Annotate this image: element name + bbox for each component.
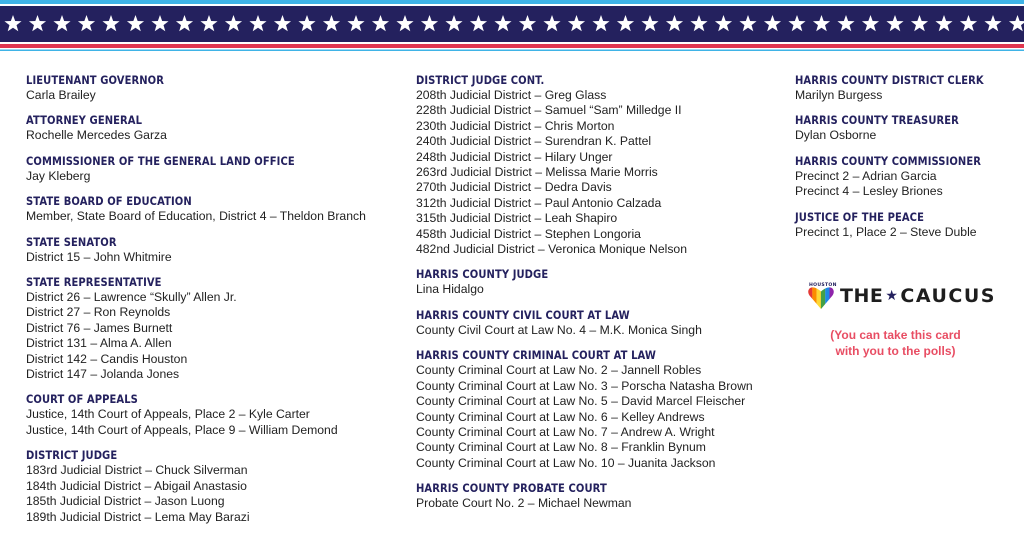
candidate-entry: 230th Judicial District – Chris Morton [416, 118, 615, 133]
race-heading: HARRIS COUNTY CRIMINAL COURT AT LAW [416, 348, 656, 363]
race-section [795, 72, 1015, 103]
logo-caucus-text: CAUCUS [900, 285, 996, 307]
candidate-entry: 189th Judicial District – Lema May Barazi [26, 509, 250, 524]
race-section [26, 72, 411, 103]
the-caucus-logo [808, 282, 996, 310]
candidate-entry: 185th Judicial District – Jason Luong [26, 494, 225, 509]
candidate-entry: District 142 – Candis Houston [26, 351, 188, 366]
candidate-entry: Justice, 14th Court of Appeals, Place 9 – William Demond [26, 422, 338, 437]
candidate-entry: County Criminal Court at Law No. 3 – Porscha Natasha Brown [416, 378, 753, 393]
race-section [26, 447, 411, 525]
race-section [26, 153, 411, 184]
race-section [416, 480, 788, 511]
candidate-entry: County Civil Court at Law No. 4 – M.K. Monica Singh [416, 322, 702, 337]
candidate-entry: Jay Kleberg [26, 168, 91, 183]
candidate-entry: 208th Judicial District – Greg Glass [416, 88, 607, 102]
race-section [26, 274, 411, 382]
race-section [26, 112, 411, 143]
race-heading: ATTORNEY GENERAL [26, 113, 143, 128]
race-heading: STATE REPRESENTATIVE [26, 275, 162, 290]
candidate-entry: 228th Judicial District – Samuel “Sam” Milledge II [416, 103, 682, 118]
race-section [416, 72, 788, 257]
stars-stripes-banner [0, 0, 1024, 56]
candidate-entry: Lina Hidalgo [416, 282, 484, 297]
race-heading: HARRIS COUNTY TREASURER [795, 113, 959, 128]
candidate-entry: Justice, 14th Court of Appeals, Place 2 – Kyle Carter [26, 407, 310, 422]
race-section [795, 112, 1015, 143]
race-heading: STATE BOARD OF EDUCATION [26, 194, 192, 209]
candidate-entry: 312th Judicial District – Paul Antonio Calzada [416, 195, 662, 210]
race-section [416, 307, 788, 338]
candidate-entry: District 26 – Lawrence “Skully” Allen Jr. [26, 290, 237, 305]
race-heading: DISTRICT JUDGE CONT. [416, 73, 545, 87]
candidate-entry: 184th Judicial District – Abigail Anastasio [26, 478, 247, 493]
race-heading: HARRIS COUNTY CIVIL COURT AT LAW [416, 307, 630, 322]
race-heading: COURT OF APPEALS [26, 392, 138, 407]
logo-wordmark [840, 285, 996, 307]
candidate-entry: Precinct 4 – Lesley Briones [795, 184, 943, 199]
logo-the-text: THE [840, 285, 884, 307]
candidate-entry: District 147 – Jolanda Jones [26, 367, 180, 382]
candidate-entry: 458th Judicial District – Stephen Longoria [416, 226, 641, 241]
race-heading: HARRIS COUNTY JUDGE [416, 267, 549, 282]
race-heading: HARRIS COUNTY PROBATE COURT [416, 481, 607, 496]
race-section [26, 391, 411, 438]
candidate-entry: Precinct 2 – Adrian Garcia [795, 168, 937, 183]
candidate-entry: 240th Judicial District – Surendran K. Pattel [416, 134, 652, 149]
star-icon: ★ [885, 288, 899, 304]
candidate-entry: County Criminal Court at Law No. 6 – Kelley Andrews [416, 409, 705, 424]
race-heading: STATE SENATOR [26, 234, 117, 249]
race-section [26, 193, 411, 224]
ballot-column-2 [416, 72, 788, 521]
race-heading: HARRIS COUNTY DISTRICT CLERK [795, 73, 984, 87]
polls-note-line-1: (You can take this card [830, 328, 961, 342]
candidate-entry: County Criminal Court at Law No. 5 – David Marcel Fleischer [416, 394, 746, 409]
race-section [26, 234, 411, 265]
candidate-entry: Probate Court No. 2 – Michael Newman [416, 496, 632, 511]
candidate-entry: 248th Judicial District – Hilary Unger [416, 149, 613, 164]
candidate-entry: Carla Brailey [26, 88, 96, 102]
polls-note-line-2: with you to the polls) [835, 343, 956, 358]
candidate-entry: 315th Judicial District – Leah Shapiro [416, 211, 618, 226]
candidate-entry: 263rd Judicial District – Melissa Marie Morris [416, 165, 658, 180]
candidate-entry: Rochelle Mercedes Garza [26, 128, 167, 143]
logo-houston-text: HOUSTON [809, 283, 837, 288]
race-section [795, 209, 1015, 240]
candidate-entry: District 27 – Ron Reynolds [26, 305, 171, 320]
candidate-entry: Precinct 1, Place 2 – Steve Duble [795, 224, 977, 239]
race-section [416, 266, 788, 297]
candidate-entry: Marilyn Burgess [795, 88, 883, 102]
race-section [795, 153, 1015, 200]
candidate-entry: 183rd Judicial District – Chuck Silverman [26, 463, 248, 478]
candidate-entry: County Criminal Court at Law No. 10 – Juanita Jackson [416, 455, 716, 470]
candidate-entry: District 15 – John Whitmire [26, 249, 172, 264]
race-heading: HARRIS COUNTY COMMISSIONER [795, 153, 982, 168]
candidate-entry: County Criminal Court at Law No. 7 – Andrew A. Wright [416, 424, 715, 439]
ballot-column-3 [795, 72, 1015, 249]
ballot-column-1 [26, 72, 411, 534]
race-heading: LIEUTENANT GOVERNOR [26, 73, 165, 87]
candidate-entry: 482nd Judicial District – Veronica Monique Nelson [416, 242, 687, 257]
race-heading: COMMISSIONER OF THE GENERAL LAND OFFICE [26, 153, 295, 168]
candidate-entry: District 131 – Alma A. Allen [26, 336, 172, 351]
race-heading: JUSTICE OF THE PEACE [795, 209, 924, 224]
polls-note [808, 328, 983, 359]
candidate-entry: District 76 – James Burnett [26, 320, 173, 335]
candidate-entry: 270th Judicial District – Dedra Davis [416, 180, 612, 195]
candidate-entry: County Criminal Court at Law No. 8 – Franklin Bynum [416, 440, 706, 455]
candidate-entry: Dylan Osborne [795, 128, 877, 143]
race-section [416, 347, 788, 471]
candidate-entry: County Criminal Court at Law No. 2 – Jannell Robles [416, 363, 702, 378]
candidate-entry: Member, State Board of Education, District 4 – Theldon Branch [26, 209, 366, 224]
race-heading: DISTRICT JUDGE [26, 448, 118, 463]
